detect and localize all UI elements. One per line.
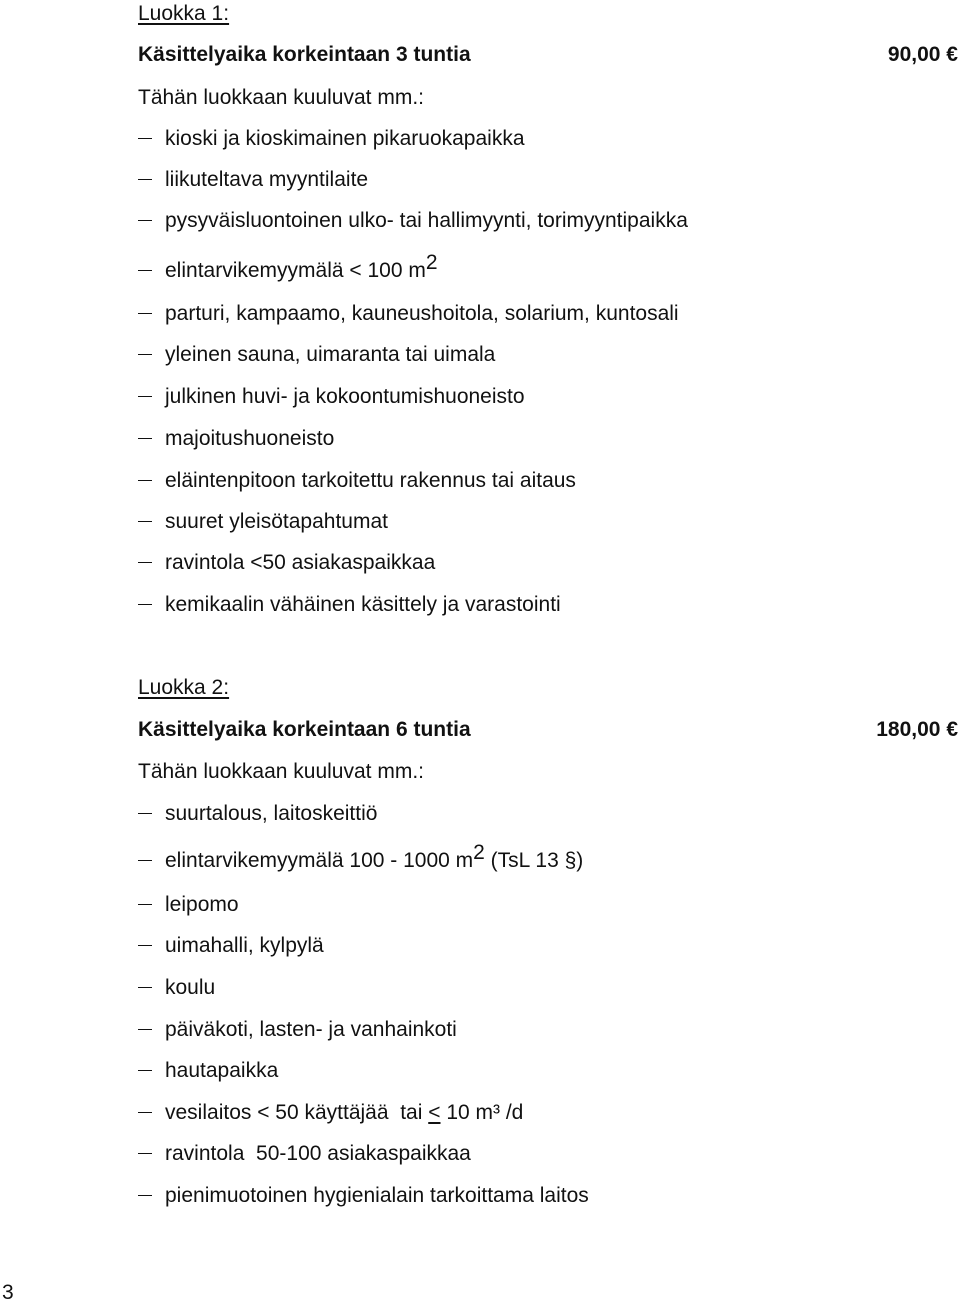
list-item-text: koulu — [165, 976, 216, 999]
class1-intro: Tähän luokkaan kuuluvat mm.: — [138, 86, 424, 109]
dash-icon — [138, 904, 152, 906]
list-item-text: elintarvikemyymälä 100 - 1000 m — [165, 849, 474, 872]
dash-icon — [138, 354, 152, 356]
list-item-text: ravintola <50 asiakaspaikkaa — [165, 551, 436, 574]
list-item — [138, 552, 435, 573]
dash-icon — [138, 179, 152, 181]
list-item — [138, 803, 377, 824]
list-item-text: leipomo — [165, 893, 239, 916]
list-item — [138, 841, 584, 872]
list-item-text: päiväkoti, lasten- ja vanhainkoti — [165, 1018, 457, 1041]
list-item — [138, 511, 388, 532]
dash-icon — [138, 1112, 152, 1114]
list-item-text: suurtalous, laitoskeittiö — [165, 802, 378, 825]
dash-icon — [138, 1195, 152, 1197]
dash-icon — [138, 860, 152, 862]
class1-price: 90,00 € — [887, 43, 958, 66]
dash-icon — [138, 987, 152, 989]
superscript: 2 — [425, 251, 438, 274]
dash-icon — [138, 480, 152, 482]
list-item — [138, 977, 215, 998]
list-item-text: majoitushuoneisto — [165, 427, 335, 450]
list-item-text: elintarvikemyymälä < 100 m — [165, 259, 426, 282]
list-item-text: vesilaitos < 50 käyttäjää tai — [165, 1101, 429, 1124]
dash-icon — [138, 438, 152, 440]
dash-icon — [138, 270, 152, 272]
list-item — [138, 1185, 589, 1206]
list-item-text: kioski ja kioskimainen pikaruokapaikka — [165, 127, 525, 150]
list-item — [138, 894, 239, 915]
list-item-text: kemikaalin vähäinen käsittely ja varastointi — [165, 593, 561, 616]
list-item-suffix: (TsL 13 §) — [484, 849, 584, 872]
dash-icon — [138, 562, 152, 564]
list-item-text: eläintenpitoon tarkoitettu rakennus tai aitaus — [165, 469, 576, 492]
dash-icon — [138, 604, 152, 606]
superscript: 2 — [473, 841, 485, 864]
list-item — [138, 428, 334, 449]
list-item — [138, 1102, 523, 1123]
list-item-text: suuret yleisötapahtumat — [165, 510, 388, 533]
list-item-text: uimahalli, kylpylä — [165, 934, 324, 957]
class1-title: Käsittelyaika korkeintaan 3 tuntia — [138, 43, 471, 66]
list-item-text: yleinen sauna, uimaranta tai uimala — [165, 343, 496, 366]
list-item — [138, 386, 525, 407]
list-item-suffix: 10 m³ /d — [440, 1101, 524, 1124]
list-item — [138, 210, 688, 231]
dash-icon — [138, 1153, 152, 1155]
class1-heading: Luokka 1: — [138, 2, 230, 25]
dash-icon — [138, 945, 152, 947]
class2-price: 180,00 € — [876, 718, 958, 741]
list-item-text: liikuteltava myyntilaite — [165, 168, 369, 191]
list-item — [138, 1019, 457, 1040]
page-number: 3 — [2, 1281, 14, 1304]
list-item-text: parturi, kampaamo, kauneushoitola, solarium, kuntosali — [165, 302, 679, 325]
dash-icon — [138, 1029, 152, 1031]
dash-icon — [138, 813, 152, 815]
list-item — [138, 470, 576, 491]
list-item — [138, 1060, 278, 1081]
dash-icon — [138, 313, 152, 315]
list-item-text: pysyväisluontoinen ulko- tai hallimyynti, torimyyntipaikka — [165, 209, 688, 232]
dash-icon — [138, 396, 152, 398]
list-item-text: pienimuotoinen hygienialain tarkoittama laitos — [165, 1184, 589, 1207]
less-equal-sign: < — [428, 1101, 441, 1124]
list-item — [138, 251, 438, 282]
list-item-text: hautapaikka — [165, 1059, 279, 1082]
dash-icon — [138, 220, 152, 222]
list-item — [138, 169, 368, 190]
list-item — [138, 128, 525, 149]
list-item — [138, 1143, 471, 1164]
class2-intro: Tähän luokkaan kuuluvat mm.: — [138, 760, 424, 783]
list-item — [138, 935, 324, 956]
list-item-text: ravintola 50-100 asiakaspaikkaa — [165, 1142, 471, 1165]
dash-icon — [138, 1070, 152, 1072]
list-item — [138, 344, 495, 365]
class2-title: Käsittelyaika korkeintaan 6 tuntia — [138, 718, 471, 741]
dash-icon — [138, 138, 152, 140]
class2-heading: Luokka 2: — [138, 676, 230, 699]
list-item-text: julkinen huvi- ja kokoontumishuoneisto — [165, 385, 525, 408]
list-item — [138, 594, 561, 615]
dash-icon — [138, 521, 152, 523]
list-item — [138, 303, 679, 324]
